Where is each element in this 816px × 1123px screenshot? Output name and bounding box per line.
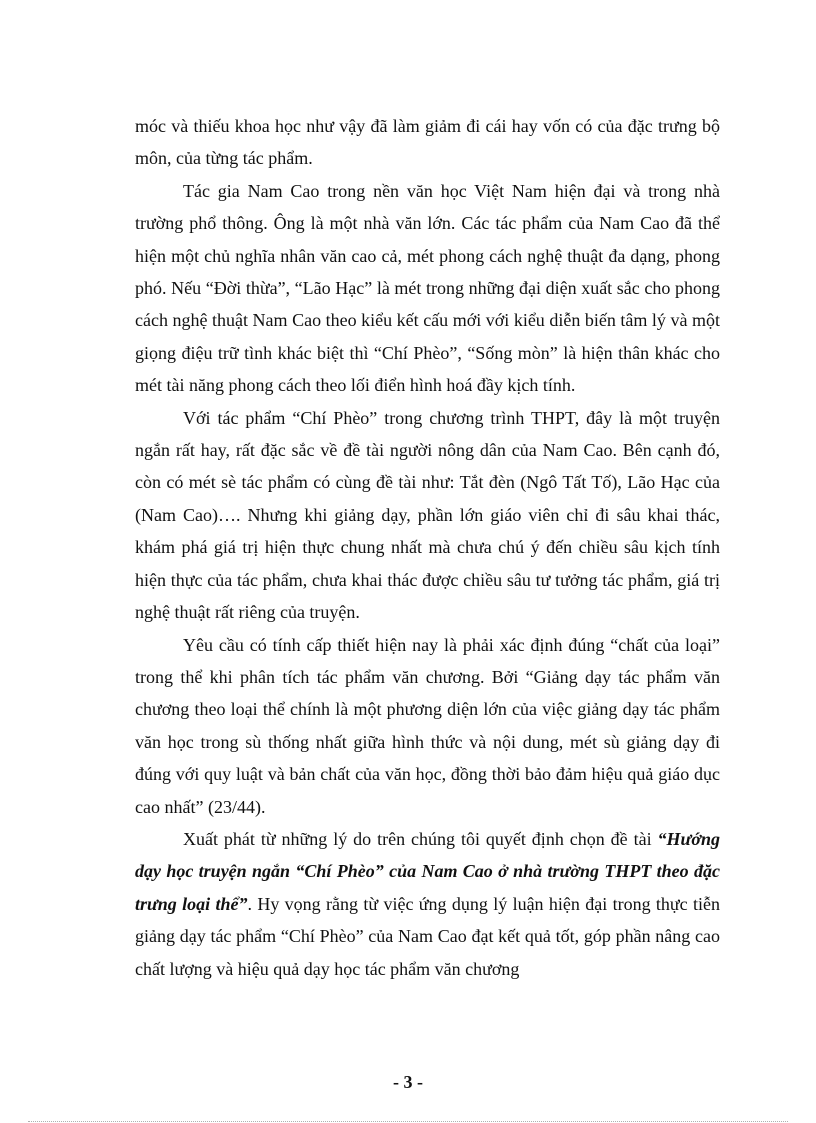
thesis-title: “Hướng dạy học truyện ngắn “Chí Phèo” của Nam Cao ở nhà trường THPT theo đặc trưng loại thể”	[135, 828, 720, 914]
page-bottom-border	[28, 1121, 788, 1122]
document-page	[135, 110, 720, 985]
paragraph-5-tail: . Hy vọng rằng từ việc ứng dụng lý luận hiện đại trong thực tiễn giảng dạy tác phẩm “Chí Phèo” của Nam Cao đạt kết quả tốt, góp phần nâng cao chất lượng và hiệu quả dạy học tác phẩm văn chương	[135, 893, 720, 979]
paragraph-1: móc và thiếu khoa học như vậy đã làm giảm đi cái hay vốn có của đặc trưng bộ môn, của từng tác phẩm.	[135, 116, 720, 169]
page-number: - 3 -	[393, 1072, 423, 1092]
paragraph-5	[135, 823, 720, 985]
paragraph-2: Tác gia Nam Cao trong nền văn học Việt Nam hiện đại và trong nhà trường phổ thông. Ông là một nhà văn lớn. Các tác phẩm của Nam Cao đã thể hiện một chủ nghĩa nhân văn cao cả, mét phong cách nghệ thuật đa dạng, phong phó. Nếu “Đời thừa”, “Lão Hạc” là mét trong những đại diện xuất sắc cho phong cách nghệ thuật Nam Cao theo kiểu kết cấu mới với kiểu diễn biến tâm lý và một giọng điệu trữ tình khác biệt thì “Chí Phèo”, “Sống mòn” là hiện thân khác cho mét tài năng phong cách theo lối điển hình hoá đầy kịch tính.	[135, 180, 720, 396]
paragraph-3: Với tác phẩm “Chí Phèo” trong chương trình THPT, đây là một truyện ngắn rất hay, rất đặc sắc về đề tài người nông dân của Nam Cao. Bên cạnh đó, còn có mét sè tác phẩm có cùng đề tài như: Tắt đèn (Ngô Tất Tố), Lão Hạc của (Nam Cao)…. Nhưng khi giảng dạy, phần lớn giáo viên chỉ đi sâu khai thác, khám phá giá trị hiện thực chung nhất mà chưa chú ý đến chiều sâu kịch tính hiện thực của tác phẩm, chưa khai thác được chiều sâu tư tưởng tác phẩm, giá trị nghệ thuật rất riêng của truyện.	[135, 407, 720, 623]
paragraph-5-lead: Xuất phát từ những lý do trên chúng tôi quyết định chọn đề tài	[183, 828, 658, 849]
paragraph-4: Yêu cầu có tính cấp thiết hiện nay là phải xác định đúng “chất của loại” trong thể khi phân tích tác phẩm văn chương. Bởi “Giảng dạy tác phẩm văn chương theo loại thể chính là một phương diện lớn của việc giảng dạy tác phẩm văn học trong sù thống nhất giữa hình thức và nội dung, mét sù giảng dạy đi đúng với quy luật và bản chất của văn học, đồng thời bảo đảm hiệu quả giáo dục cao nhất” (23/44).	[135, 634, 720, 817]
